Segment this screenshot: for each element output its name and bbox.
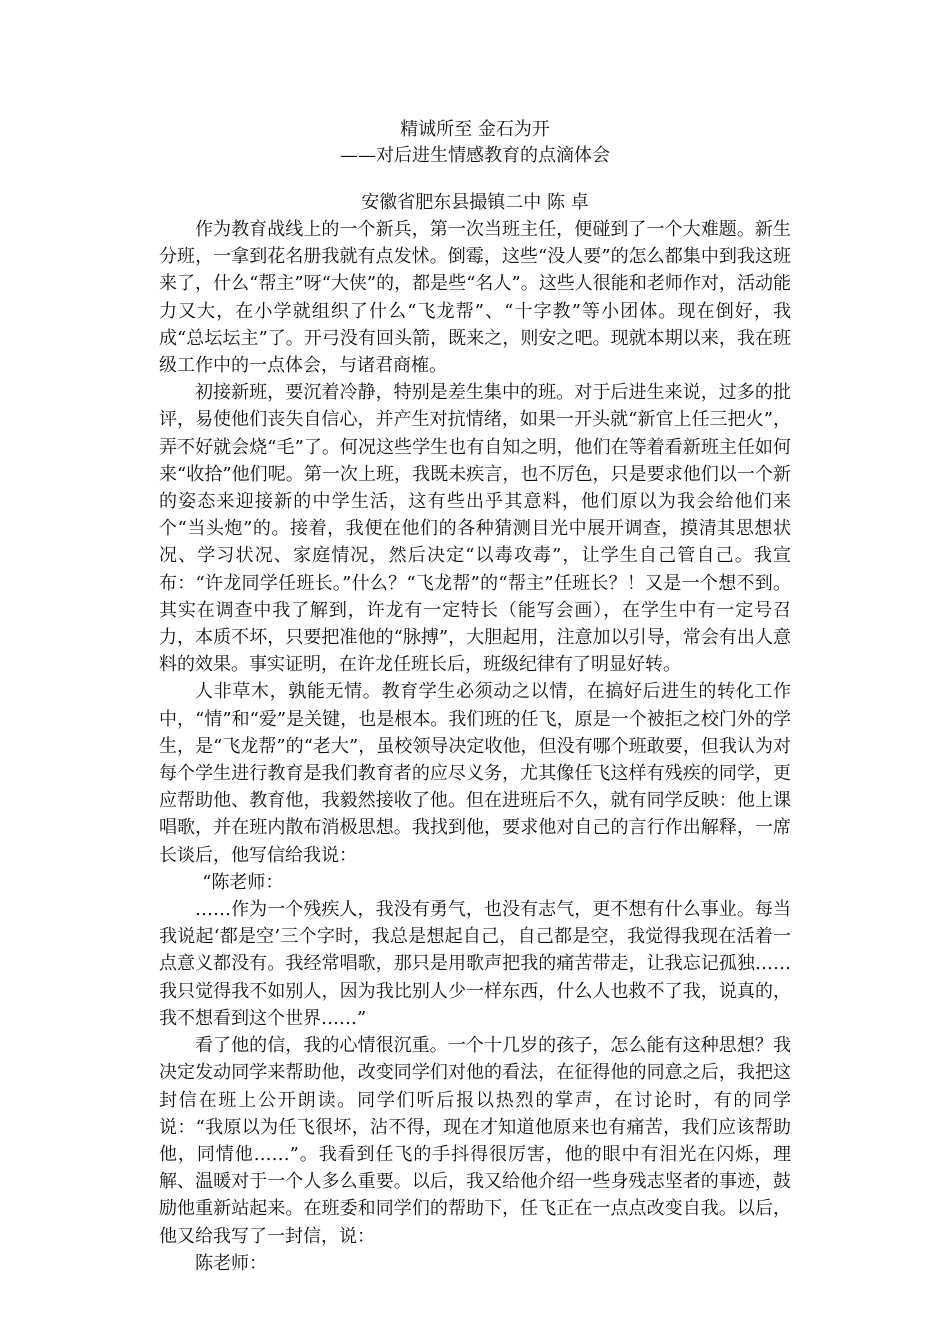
paragraph-response: 看了他的信，我的心情很沉重。一个十几岁的孩子，怎么能有这种思想？我决定发动同学来帮助他，改变同学们对他的看法，在征得他的同意之后，我把这封信在班上公开朗读。同学们听后报以热烈的掌声，在讨论时，有的同学说：“我原以为任飞很坏，沾不得，现在才知道他原来也有痛苦，我们应该帮助他，同情他……”。我看到任飞的手抖得很厉害，他的眼中有泪光在闪烁，理解、温暖对于一个人多么重要。以后，我又给他介绍一些身残志坚者的事迹，鼓励他重新站起来。在班委和同学们的帮助下，任飞正在一点点改变自我。以后，他又给我写了一封信，说： (159, 1035, 791, 1247)
paragraph-emotion: 人非草木，孰能无情。教育学生必须动之以情，在搞好后进生的转化工作中，“情”和“爱”是关键，也是根本。我们班的任飞，原是一个被拒之校门外的学生，是“飞龙帮”的“老大”，虽校领导决定收他，但没有哪个班敢要，但我认为对每个学生进行教育是我们教育者的应尽义务，尤其像任飞这样有残疾的同学，更应帮助他、教育他，我毅然接收了他。但在进班后不久，就有同学反映：他上课唱歌，并在班内散布消极思想。我找到他，要求他对自己的言行作出解释，一席长谈后，他写信给我说： (159, 681, 791, 866)
document-title: 精诚所至 金石为开 (400, 119, 550, 140)
author-line: 安徽省肥东县撮镇二中 陈 卓 (361, 192, 589, 213)
document-subtitle: ——对后进生情感教育的点滴体会 (340, 145, 610, 166)
second-letter-salutation: 陈老师： (195, 1252, 267, 1274)
letter-body: ……作为一个残疾人，我没有勇气，也没有志气，更不想有什么事业。每当我说起‘都是空’三个字时，我总是想起自己，自己都是空，我觉得我现在活着一点意义都没有。我经常唱歌，那只是用歌声把我的痛苦带走，让我忘记孤独……我只觉得我不如别人，因为我比别人少一样东西，什么人也救不了我，说真的，我不想看到这个世界……” (159, 899, 791, 1029)
letter-salutation: “陈老师： (202, 871, 284, 893)
article-body (159, 216, 791, 1277)
paragraph-new-class: 初接新班，要沉着冷静，特别是差生集中的班。对于后进生来说，过多的批评，易使他们丧失自信心，并产生对抗情绪，如果一开头就“新官上任三把火”，弄不好就会烧“毛”了。何况这些学生也有自知之明，他们在等着看新班主任如何来“收拾”他们呢。第一次上班，我既未疾言，也不厉色，只是要求他们以一个新的姿态来迎接新的中学生活，这有些出乎其意料，他们原以为我会给他们来个“当头炮”的。接着，我便在他们的各种猜测目光中展开调查，摸清其思想状况、学习状况、家庭情况，然后决定“以毒攻毒”，让学生自己管自己。我宣布：“许龙同学任班长。”什么？“飞龙帮”的“帮主”任班长？！又是一个想不到。其实在调查中我了解到，许龙有一定特长（能写会画），在学生中有一定号召力，本质不坏，只要把准他的“脉搏”，大胆起用，注意加以引导，常会有出人意料的效果。事实证明，在许龙任班长后，班级纪律有了明显好转。 (159, 382, 791, 676)
paragraph-intro: 作为教育战线上的一个新兵，第一次当班主任，便碰到了一个大难题。新生分班，一拿到花名册我就有点发怵。倒霉，这些“没人要”的怎么都集中到我这班来了，什么“帮主”呀“大侠”的，都是些“名人”。这些人很能和老师作对，活动能力又大，在小学就组织了什么“飞龙帮”、“十字教”等小团体。现在倒好，我成“总坛坛主”了。开弓没有回头箭，既来之，则安之吧。现就本期以来，我在班级工作中的一点体会，与诸君商榷。 (159, 219, 791, 377)
